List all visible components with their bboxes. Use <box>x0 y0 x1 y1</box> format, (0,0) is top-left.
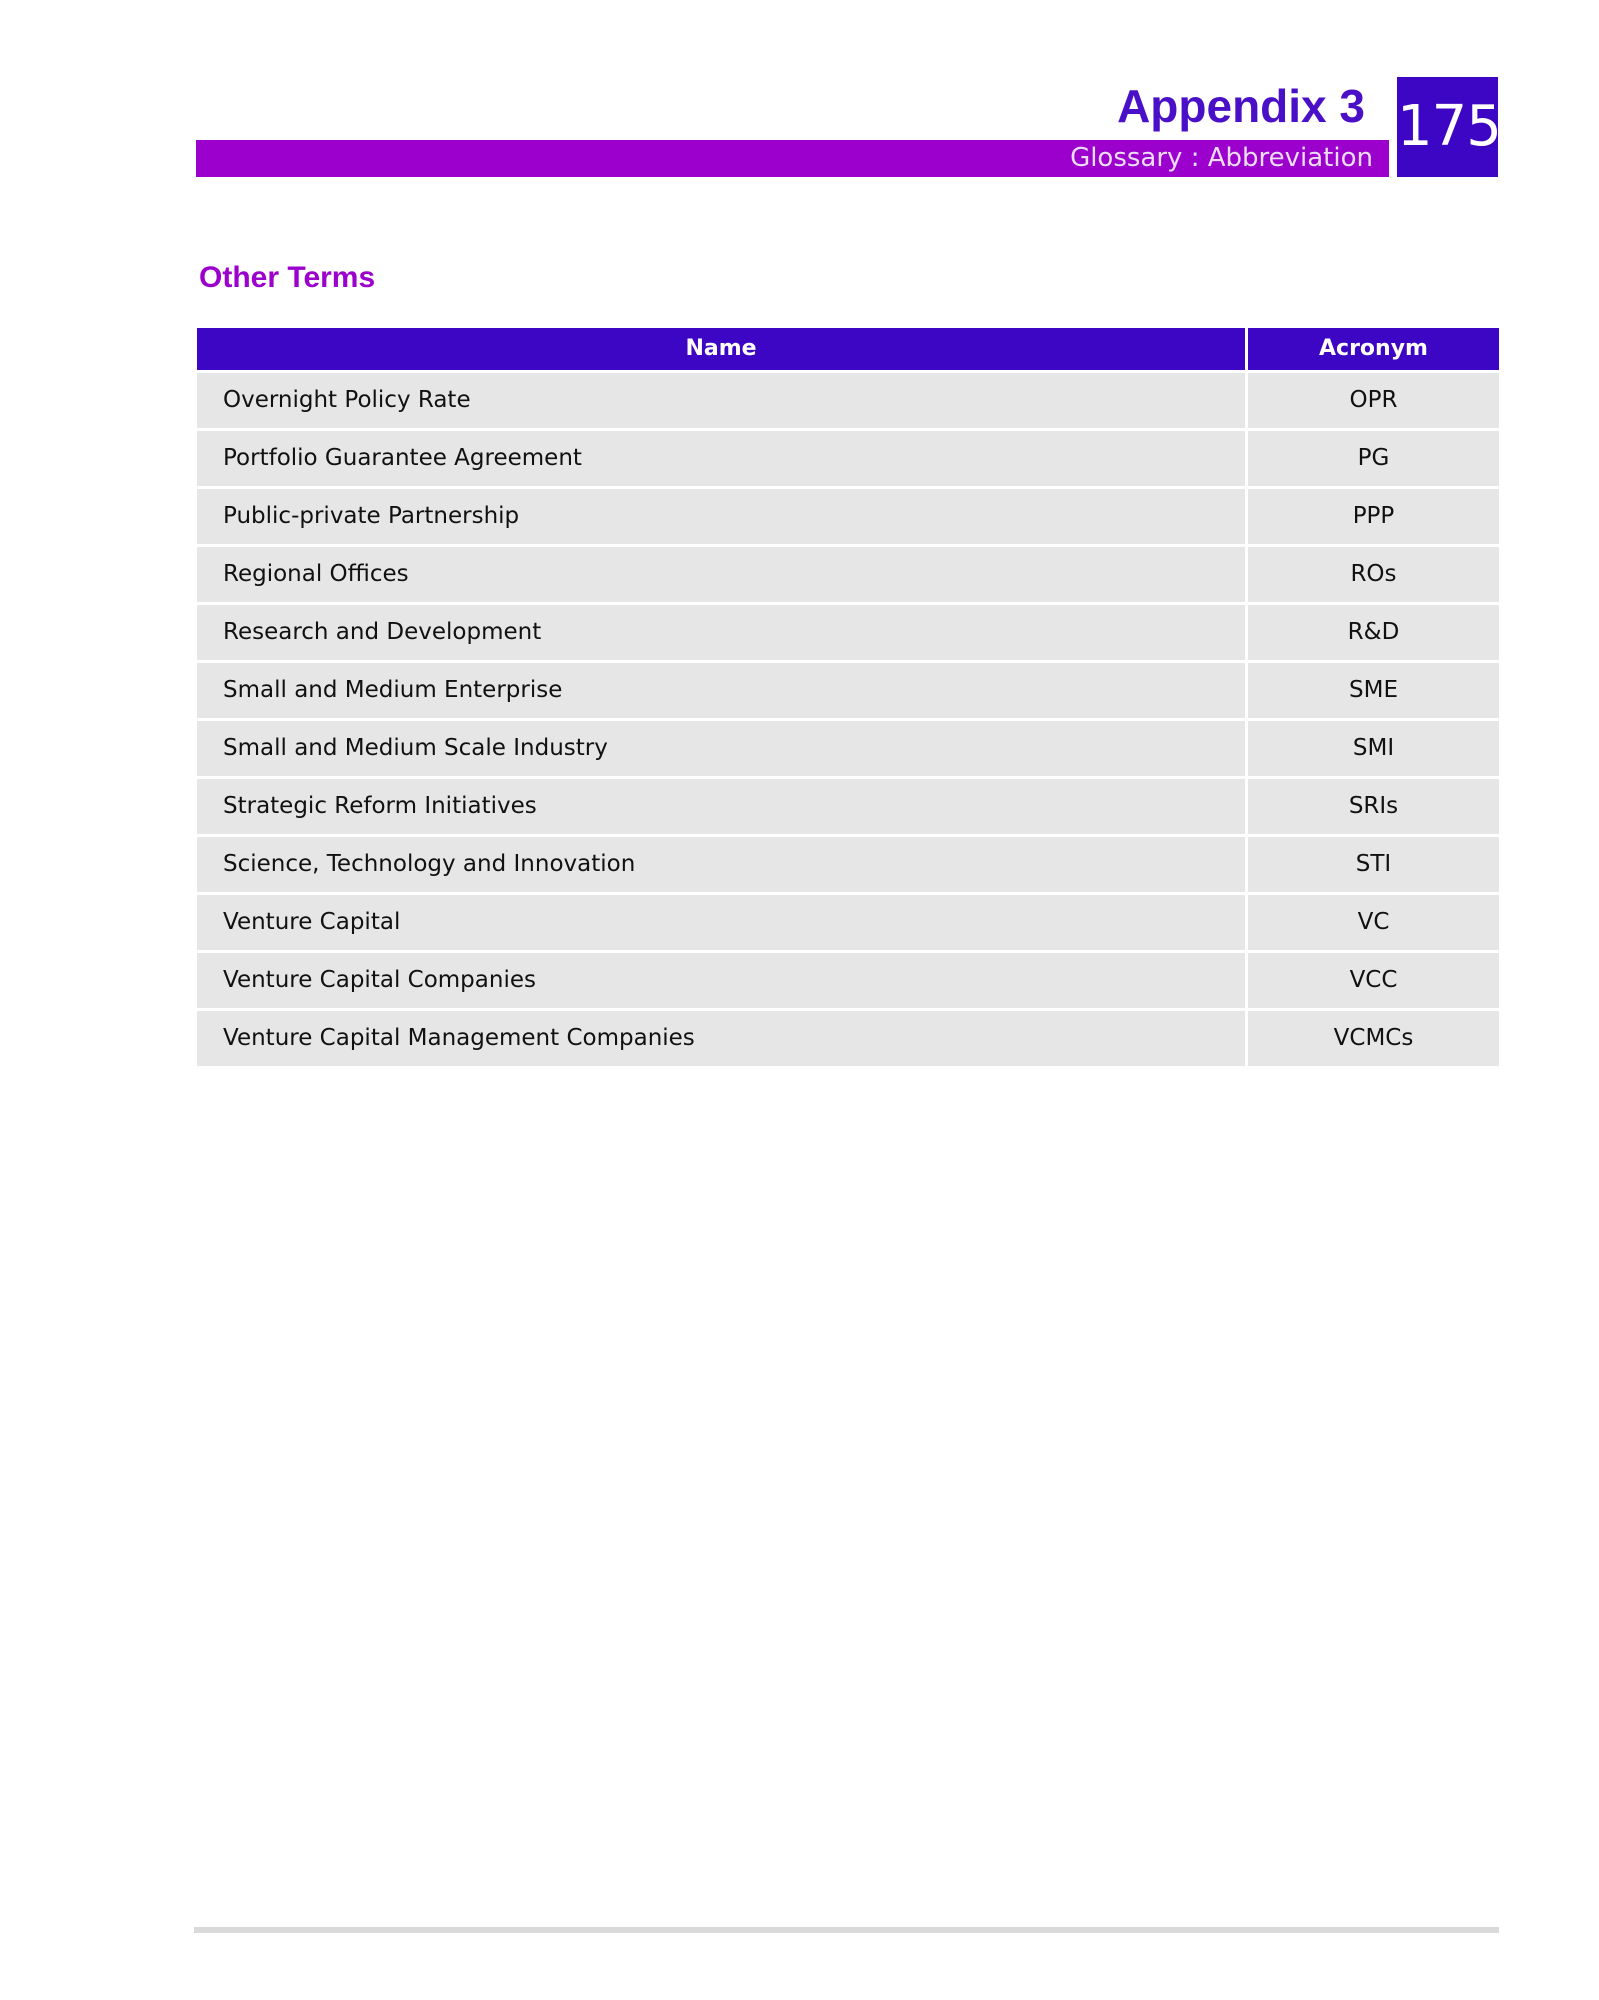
term-name: Portfolio Guarantee Agreement <box>197 431 1245 486</box>
term-name: Strategic Reform Initiatives <box>197 779 1245 834</box>
term-name: Small and Medium Enterprise <box>197 663 1245 718</box>
term-acronym: SME <box>1248 663 1499 718</box>
term-acronym: ROs <box>1248 547 1499 602</box>
term-acronym: PG <box>1248 431 1499 486</box>
term-name: Regional Offices <box>197 547 1245 602</box>
table-header-row <box>197 328 1499 370</box>
header-subtitle: Glossary : Abbreviation <box>1070 143 1373 173</box>
header-name: Name <box>197 328 1245 370</box>
table-row <box>197 663 1499 718</box>
table-row <box>197 1011 1499 1066</box>
table-row <box>197 431 1499 486</box>
term-name: Venture Capital Companies <box>197 953 1245 1008</box>
table-row <box>197 895 1499 950</box>
section-title: Other Terms <box>199 261 376 294</box>
footer-divider <box>194 1927 1499 1933</box>
header-bar <box>196 140 1389 177</box>
term-name: Science, Technology and Innovation <box>197 837 1245 892</box>
table-row <box>197 837 1499 892</box>
abbreviation-table <box>197 328 1499 1069</box>
table-row <box>197 547 1499 602</box>
term-acronym: VC <box>1248 895 1499 950</box>
table-row <box>197 489 1499 544</box>
term-acronym: R&D <box>1248 605 1499 660</box>
table-row <box>197 953 1499 1008</box>
term-name: Small and Medium Scale Industry <box>197 721 1245 776</box>
term-acronym: PPP <box>1248 489 1499 544</box>
page-number: 175 <box>1397 77 1498 177</box>
term-acronym: OPR <box>1248 373 1499 428</box>
term-acronym: SMI <box>1248 721 1499 776</box>
table-row <box>197 605 1499 660</box>
header-acronym: Acronym <box>1248 328 1499 370</box>
term-name: Research and Development <box>197 605 1245 660</box>
term-name: Venture Capital <box>197 895 1245 950</box>
table-row <box>197 721 1499 776</box>
appendix-title: Appendix 3 <box>1117 80 1365 132</box>
term-acronym: VCC <box>1248 953 1499 1008</box>
term-name: Public-private Partnership <box>197 489 1245 544</box>
table-row <box>197 779 1499 834</box>
term-name: Venture Capital Management Companies <box>197 1011 1245 1066</box>
term-acronym: VCMCs <box>1248 1011 1499 1066</box>
term-acronym: SRIs <box>1248 779 1499 834</box>
term-acronym: STI <box>1248 837 1499 892</box>
term-name: Overnight Policy Rate <box>197 373 1245 428</box>
table-row <box>197 373 1499 428</box>
